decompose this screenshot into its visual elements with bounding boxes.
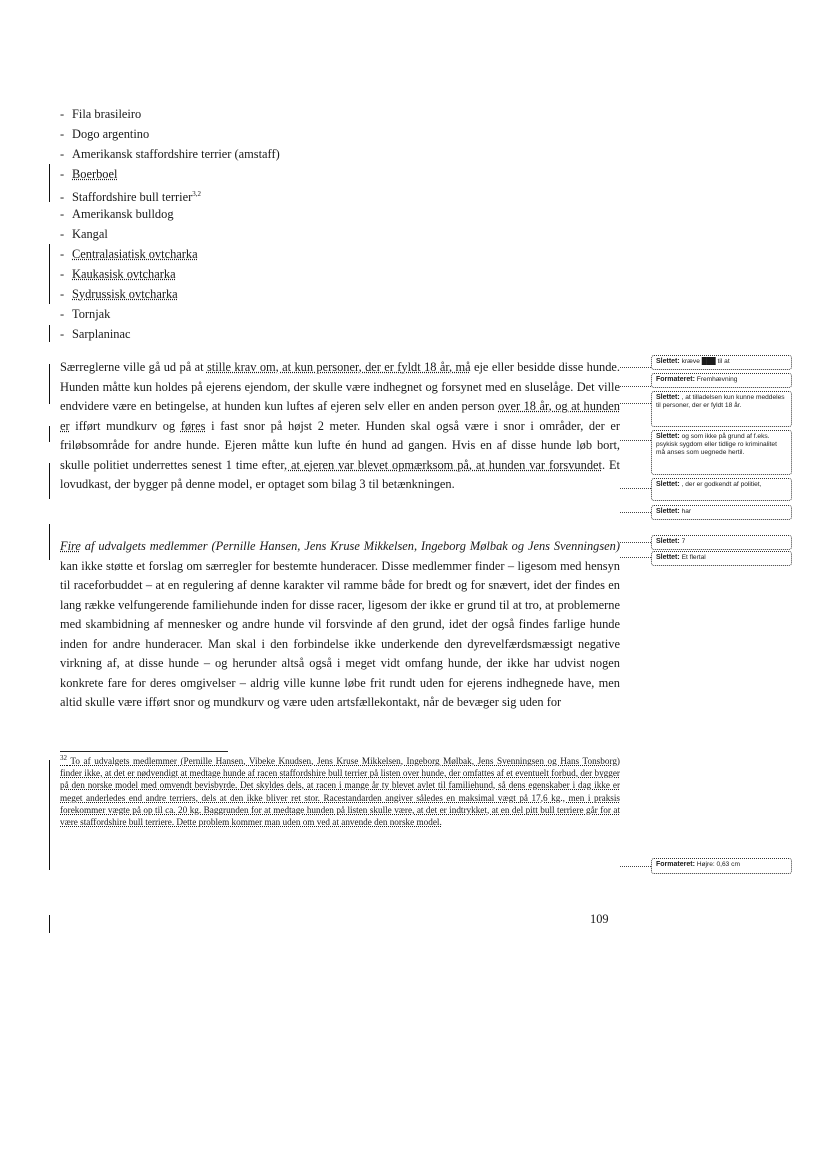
change-bar: [49, 325, 50, 342]
comment-balloon[interactable]: [651, 551, 792, 566]
comment-balloon[interactable]: [651, 505, 792, 520]
change-bar: [49, 426, 50, 442]
footnote: [60, 752, 620, 828]
comment-label: Slettet:: [656, 554, 680, 561]
comment-label: Formateret:: [656, 376, 695, 383]
list-item: - Fila brasileiro: [60, 107, 142, 121]
list-item: - Sarplaninac: [60, 327, 131, 341]
list-item: - Dogo argentino: [60, 127, 150, 141]
comment-connector: [620, 367, 651, 368]
comment-text: , at tilladelsen kun kunne meddeles til personer, der er fyldt 18 år.: [656, 394, 785, 409]
list-item-text: Dogo argentino: [72, 127, 150, 141]
comment-connector: [620, 512, 651, 513]
inserted-text: , at ejeren var blevet opmærksom på, at hunden var forsvundet: [284, 457, 602, 472]
inserted-list-item-text: Kaukasisk ovtcharka: [72, 267, 176, 281]
body-paragraph: [60, 358, 620, 495]
comment-text: , der er godkendt af politiet,: [679, 481, 762, 488]
list-item: - Staffordshire bull terrier$^{3,2}$: [60, 190, 201, 205]
footnote-reference[interactable]: 3,2: [192, 190, 201, 198]
paragraph-text: . Et lovudkast, der bygger på denne model, er optaget som bilag 3 til betænkningen.: [60, 457, 620, 491]
comment-balloon[interactable]: [651, 355, 792, 370]
inserted-text: over 18 år, og at hunden er: [60, 399, 620, 433]
comment-label: Slettet:: [656, 508, 680, 515]
comment-balloon[interactable]: [651, 373, 792, 388]
paragraph-text: ifført mundkurv og: [69, 418, 181, 433]
footnote-text: To af udvalgets medlemmer (Pernille Hansen, Vibeke Knudsen, Jens Kruse Mikkelsen, Ingeborg Mølbak, Jens Svenningsen og Hans Tonsborg) finder ikke, at det er nødvendigt at medtage hunde af racen staffordshire bull terrier på listen over hunde, der omfattes af et eventuelt forbud, der bygger på den norske model med omvendt bevisbyrde. Det skyldes dels, at racen i mange år ty blevet avlet til familiehund, så dens egenskaber i dag ikke er meget anderledes end andre terriers, dels at den ikke bliver ret stor. Racestandarden angiver således en maksimal vægt på 17,6 kg., men i praksis forekommer vægte på op til ca. 20 kg. Baggrunden for at medtage hunden på listen skulle være, at det er indtrykket, at en del pitt bull terriere går for at være staffordshire bull terriere. Dette problem kommer man uden om ved at anvende den norske model.: [60, 756, 620, 828]
page-number: 109: [590, 912, 609, 926]
list-item: - Kangal: [60, 227, 108, 241]
change-bar: [49, 524, 50, 560]
comment-connector: [620, 403, 651, 404]
list-item: - Amerikansk staffordshire terrier (amstaff): [60, 147, 280, 161]
comment-label: Slettet:: [656, 394, 680, 401]
comment-text: Højre: 0,63 cm: [694, 861, 740, 868]
comment-text: 7: [679, 538, 686, 545]
comment-connector: [620, 386, 651, 387]
comment-text: og som ikke på grund af f.eks. psykisk sygdom eller tidlige ro kriminalitet må anses som uegnede hertil.: [656, 433, 777, 456]
breed-list: [60, 104, 280, 344]
change-bar: [49, 244, 50, 304]
comment-text: Et flertal: [679, 554, 706, 561]
comment-balloon[interactable]: [651, 391, 792, 427]
comment-connector: [620, 542, 651, 543]
inserted-list-item-text: Centralasiatisk ovtcharka: [72, 247, 198, 261]
paragraph-text: kan ikke støtte et forslag om særregler for bestemte hunderacer. Disse medlemmer finder – ligesom med hensyn til raceforbuddet – at en regulering af denne karakter vil ramme både for bredt og for snævert, idet der findes en lang række velfungerende familiehunde inden for disse racer, ligesom der ikke er grund til at tro, at problemerne med skambidning af mennesker og andre hunde vil forsvinde af den grund, idet der også findes farlige hunde inden for andre hunderacer. Man skal i den forbindelse ikke underkende den dyrevelfærdsmæssigt negative virkning af, at disse hunde – og herunder altså også i meget vidt omfang hunde, der ikke har udvist nogen konkrete fare for deres omgivelser – aldrig ville kunne løbe frit rundt uden for ejerens indhegnede have, men altid skulle være ifført snor og mundkurv og være uden artsfællekontakt, når de bevæger sig uden for: [60, 558, 620, 709]
list-item: - Centralasiatisk ovtcharka: [60, 247, 198, 261]
comment-balloon[interactable]: [651, 535, 792, 550]
list-item: - Sydrussisk ovtcharka: [60, 287, 178, 301]
footnote-number: 32: [60, 754, 67, 762]
inserted-list-item-text: Sydrussisk ovtcharka: [72, 287, 178, 301]
comment-balloon[interactable]: [651, 478, 792, 501]
comment-balloon[interactable]: [651, 858, 792, 874]
comment-text: har: [679, 508, 692, 515]
comment-label: Slettet:: [656, 481, 680, 488]
inserted-text: stille krav om, at kun personer, der er fyldt 18 år, må: [206, 360, 471, 374]
comment-connector: [620, 557, 651, 558]
body-paragraph: [60, 537, 620, 713]
list-item-text: Staffordshire bull terrier: [72, 190, 193, 205]
paragraph-text: Særreglerne ville gå ud på at: [60, 360, 207, 374]
change-bar: [49, 760, 50, 870]
inserted-list-item-text: Boerboel: [72, 167, 118, 181]
inserted-text: Fire: [60, 539, 81, 553]
paragraph-text: eje eller besidde disse hunde. Hunden måtte kun holdes på ejerens ejendom, der skulle være indhegnet og forsynet med en sluselåge. Det ville endvidere være en betingelse, at hunden kun luftes af ejeren selv eller en anden person: [60, 360, 620, 413]
change-bar: [49, 463, 50, 499]
list-item: - Tornjak: [60, 307, 111, 321]
comment-connector: [620, 488, 651, 489]
inserted-text: føres: [180, 418, 206, 433]
change-bar: [49, 364, 50, 404]
comment-text: kræve ███ til at: [679, 358, 730, 365]
members-names: af udvalgets medlemmer (Pernille Hansen, Jens Kruse Mikkelsen, Ingeborg Mølbak og Jens Svenningsen): [80, 539, 620, 553]
list-item: - Kaukasisk ovtcharka: [60, 267, 176, 281]
comment-label: Slettet:: [656, 358, 680, 365]
comment-label: Formateret:: [656, 861, 695, 868]
comment-text: Fremhævning: [694, 376, 738, 383]
list-item-text: Sarplaninac: [72, 327, 131, 341]
comment-label: Slettet:: [656, 538, 680, 545]
comment-balloon[interactable]: [651, 430, 792, 475]
list-item-text: Tornjak: [72, 307, 111, 321]
list-item-text: Amerikansk bulldog: [72, 207, 174, 221]
list-item-text: Fila brasileiro: [72, 107, 142, 121]
paragraph-text: i fast snor på højst 2 meter. Hunden skal også være i snor i områder, der er friløbsområde for andre hunde. Ejeren måtte kun lufte én hund ad gangen. Hvis en af disse hunde løb bort, skulle politiet underrettes senest 1 time efter: [60, 418, 620, 472]
change-bar: [49, 915, 50, 933]
comment-connector: [620, 866, 651, 867]
change-bar: [49, 164, 50, 202]
list-item: - Boerboel: [60, 167, 118, 181]
list-item: - Amerikansk bulldog: [60, 207, 174, 221]
comment-connector: [620, 440, 651, 441]
list-item-text: Amerikansk staffordshire terrier (amstaff): [72, 147, 280, 161]
comment-label: Slettet:: [656, 433, 680, 440]
list-item-text: Kangal: [72, 227, 108, 241]
